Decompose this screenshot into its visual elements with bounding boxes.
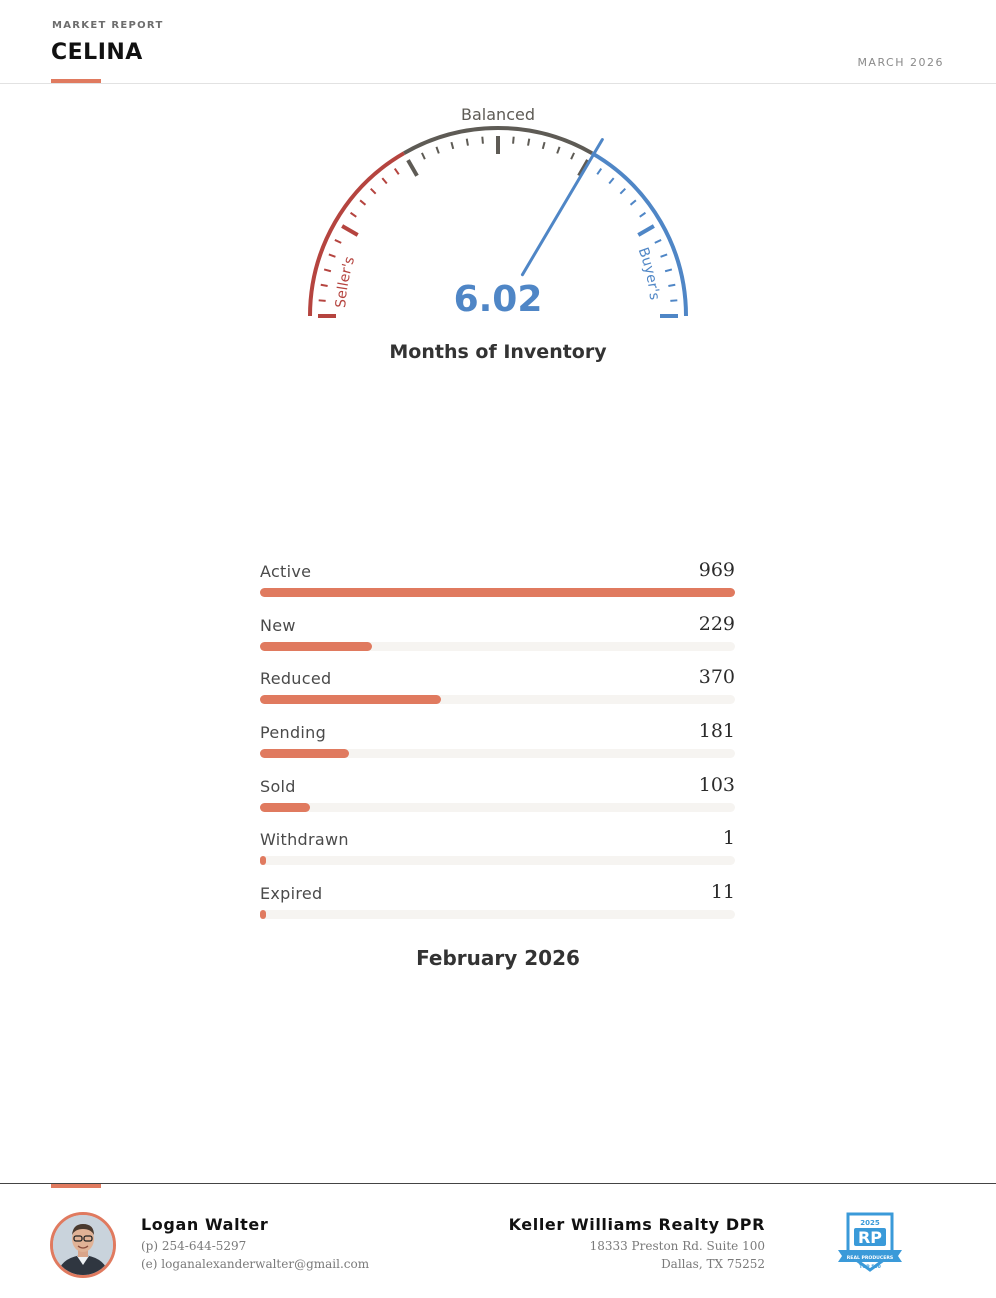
bar-track bbox=[260, 856, 735, 865]
gauge-tick bbox=[324, 269, 331, 271]
bar-track bbox=[260, 749, 735, 758]
gauge-tick bbox=[638, 226, 654, 235]
bar-value: 1 bbox=[722, 827, 735, 850]
gauge-tick bbox=[467, 139, 468, 146]
gauge-tick bbox=[482, 137, 483, 144]
gauge-title: Months of Inventory bbox=[389, 341, 607, 363]
bar-row-expired bbox=[260, 880, 735, 934]
svg-text:TOP 500: TOP 500 bbox=[859, 1265, 881, 1270]
inventory-bars bbox=[260, 558, 735, 934]
bar-row-pending bbox=[260, 719, 735, 773]
bar-value: 181 bbox=[698, 720, 735, 743]
real-producers-badge bbox=[834, 1210, 906, 1276]
gauge-tick bbox=[422, 153, 425, 159]
agent-photo bbox=[53, 1215, 113, 1275]
agent-email[interactable]: (e) loganalexanderwalter@gmail.com bbox=[141, 1257, 370, 1271]
gauge-tick bbox=[371, 189, 376, 194]
bar-track bbox=[260, 695, 735, 704]
bar-label: Reduced bbox=[260, 669, 332, 689]
brokerage-name: Keller Williams Realty DPR bbox=[508, 1215, 765, 1234]
bar-label: Sold bbox=[260, 776, 296, 796]
brokerage-address-line2: Dallas, TX 75252 bbox=[661, 1257, 765, 1271]
page-title: CELINA bbox=[51, 40, 143, 65]
svg-text:RP: RP bbox=[857, 1228, 883, 1247]
bar-value: 370 bbox=[698, 666, 735, 689]
agent-avatar bbox=[50, 1212, 116, 1278]
svg-text:REAL PRODUCERS: REAL PRODUCERS bbox=[846, 1256, 894, 1261]
brokerage-address-line1: 18333 Preston Rd. Suite 100 bbox=[589, 1239, 765, 1253]
bar-track bbox=[260, 910, 735, 919]
bar-fill-sold bbox=[260, 803, 310, 812]
gauge-tick bbox=[655, 240, 661, 243]
bar-row-active bbox=[260, 558, 735, 612]
agent-phone[interactable]: (p) 254-644-5297 bbox=[141, 1239, 247, 1253]
gauge-tick bbox=[319, 300, 326, 301]
bar-value: 103 bbox=[698, 773, 735, 796]
gauge-tick bbox=[631, 200, 636, 204]
bar-row-sold bbox=[260, 773, 735, 827]
report-date: MARCH 2026 bbox=[857, 56, 944, 69]
report-kicker: MARKET REPORT bbox=[52, 20, 164, 31]
gauge-tick bbox=[557, 147, 559, 154]
gauge-tick bbox=[640, 213, 646, 217]
bar-track bbox=[260, 588, 735, 597]
gauge-tick bbox=[408, 160, 417, 176]
gauge-tick bbox=[597, 169, 601, 175]
bar-row-reduced bbox=[260, 665, 735, 719]
gauge-tick bbox=[342, 226, 358, 235]
bar-value: 229 bbox=[698, 612, 735, 635]
gauge-tick bbox=[665, 269, 672, 271]
gauge-label-sellers: Seller's bbox=[333, 254, 359, 309]
bar-label: Withdrawn bbox=[260, 830, 349, 850]
bar-fill-pending bbox=[260, 749, 349, 758]
bar-value: 969 bbox=[698, 559, 735, 581]
gauge-tick bbox=[528, 139, 529, 146]
bar-fill-expired bbox=[260, 910, 266, 919]
bar-value: 11 bbox=[710, 881, 735, 904]
gauge-needle bbox=[522, 140, 602, 275]
gauge-tick bbox=[670, 300, 677, 301]
bar-row-new bbox=[260, 612, 735, 666]
gauge-tick bbox=[513, 137, 514, 144]
bar-fill-withdrawn bbox=[260, 856, 266, 865]
inventory-gauge bbox=[290, 96, 706, 326]
period-label: February 2026 bbox=[416, 946, 580, 970]
gauge-tick bbox=[382, 178, 386, 183]
bar-track bbox=[260, 642, 735, 651]
gauge-tick bbox=[321, 285, 328, 286]
gauge-label-buyers: Buyer's bbox=[634, 245, 663, 301]
gauge-tick bbox=[351, 213, 357, 217]
gauge-tick bbox=[335, 240, 341, 243]
bar-track bbox=[260, 803, 735, 812]
footer-divider bbox=[0, 1183, 996, 1184]
bar-label: New bbox=[260, 615, 296, 635]
gauge-tick bbox=[620, 189, 625, 194]
bar-label: Active bbox=[260, 562, 312, 581]
header-divider bbox=[0, 83, 996, 84]
agent-name: Logan Walter bbox=[141, 1215, 269, 1234]
bar-label: Expired bbox=[260, 884, 323, 904]
gauge-tick bbox=[395, 169, 399, 175]
gauge-tick bbox=[668, 285, 675, 286]
gauge-tick bbox=[661, 254, 668, 256]
bar-label: Pending bbox=[260, 723, 327, 743]
gauge-tick bbox=[571, 153, 574, 159]
gauge-value: 6.02 bbox=[453, 279, 543, 320]
footer-accent-bar bbox=[51, 1184, 101, 1188]
bar-fill-new bbox=[260, 642, 372, 651]
gauge-tick bbox=[329, 254, 336, 256]
gauge-label-balanced: Balanced bbox=[461, 105, 535, 124]
gauge-tick bbox=[436, 147, 438, 154]
bar-fill-active bbox=[260, 588, 735, 597]
gauge-tick bbox=[543, 142, 545, 149]
bar-fill-reduced bbox=[260, 695, 441, 704]
bar-row-withdrawn bbox=[260, 826, 735, 880]
gauge-tick bbox=[609, 178, 613, 183]
svg-text:2025: 2025 bbox=[860, 1219, 880, 1227]
gauge-tick bbox=[360, 200, 365, 204]
gauge-tick bbox=[451, 142, 453, 149]
